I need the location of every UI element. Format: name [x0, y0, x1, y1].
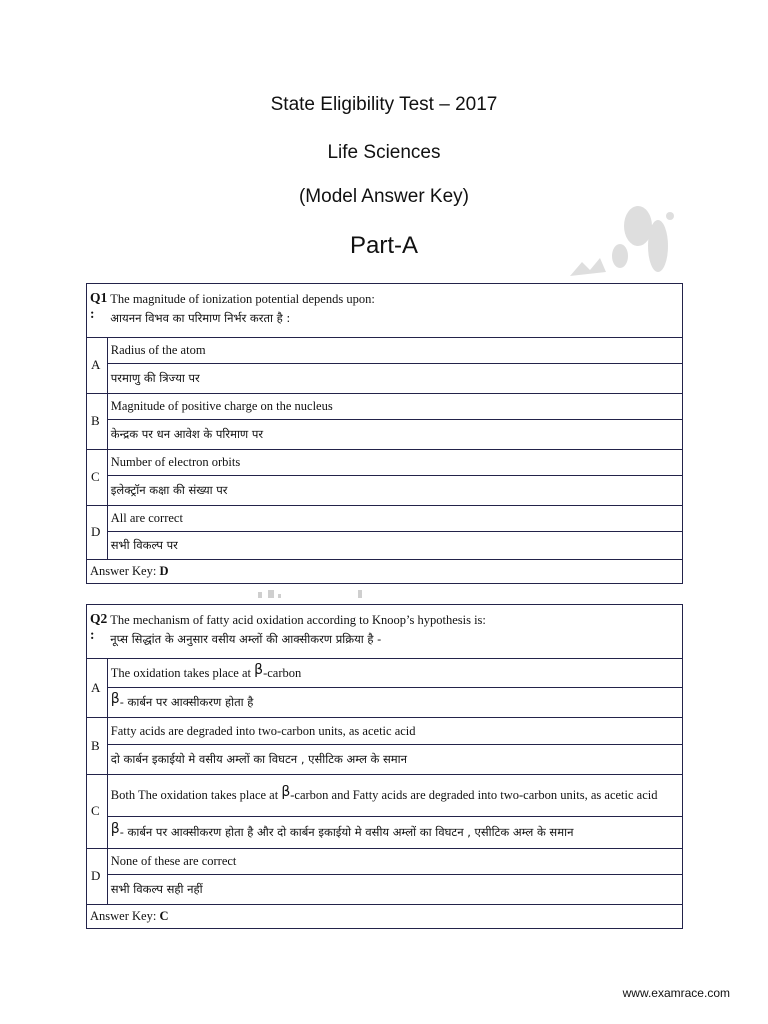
beta-symbol: β	[254, 661, 264, 678]
option-d-en: None of these are correct	[107, 849, 682, 875]
option-letter: D	[87, 506, 108, 560]
option-d-hi: सभी विकल्प पर	[107, 532, 682, 560]
option-letter: D	[87, 849, 108, 905]
question-text	[107, 605, 682, 659]
option-b-hi: केन्द्रक पर धन आवेश के परिमाण पर	[107, 420, 682, 450]
option-c-hi: β- कार्बन पर आक्सीकरण होता है और दो कार्बन इकाईयो मे वसीय अम्लों का विघटन , एसीटिक अम्ल के समान	[107, 817, 682, 849]
beta-symbol: β	[281, 784, 291, 801]
question-text-hi: नूप्स सिद्धांत के अनुसार वसीय अम्लों की आक्सीकरण प्रक्रिया है -	[110, 632, 382, 647]
option-letter: C	[87, 775, 108, 849]
question-text-en: The magnitude of ionization potential depends upon:	[110, 292, 375, 306]
option-c-en: Number of electron orbits	[107, 450, 682, 476]
question-text-hi: आयनन विभव का परिमाण निर्भर करता है :	[110, 311, 291, 326]
watermark-graphic	[560, 196, 690, 296]
option-letter: C	[87, 450, 108, 506]
question-2-table	[86, 604, 683, 929]
watermark-fragment	[248, 586, 388, 602]
option-c-hi: इलेक्ट्रॉन कक्षा की संख्या पर	[107, 476, 682, 506]
option-d-en: All are correct	[107, 506, 682, 532]
option-b-hi: दो कार्बन इकाईयो मे वसीय अम्लों का विघटन , एसीटिक अम्ल के समान	[107, 745, 682, 775]
option-a-en: Radius of the atom	[107, 338, 682, 364]
question-text-en: The mechanism of fatty acid oxidation according to Knoop’s hypothesis is:	[110, 613, 486, 627]
answer-value: D	[159, 564, 169, 579]
option-c-en: Both The oxidation takes place at β-carbon and Fatty acids are degraded into two-carbon units, as acetic acid	[107, 775, 682, 817]
option-letter: A	[87, 659, 108, 718]
footer-website: www.examrace.com	[622, 986, 730, 1000]
beta-symbol: β	[110, 821, 120, 838]
answer-key-subtitle: (Model Answer Key)	[298, 186, 469, 207]
option-a-hi: β- कार्बन पर आक्सीकरण होता है	[107, 688, 682, 718]
option-b-en: Magnitude of positive charge on the nucleus	[107, 394, 682, 420]
option-b-en: Fatty acids are degraded into two-carbon units, as acetic acid	[107, 718, 682, 745]
answer-key: Answer Key: C	[87, 905, 683, 929]
subject-title: Life Sciences	[327, 142, 441, 163]
option-d-hi: सभी विकल्प सही नहीं	[107, 875, 682, 905]
question-number: Q2 :	[87, 605, 108, 659]
option-letter: B	[87, 394, 108, 450]
beta-symbol: β	[110, 691, 120, 708]
question-number: Q1 :	[87, 284, 108, 338]
document-title: State Eligibility Test – 2017	[270, 94, 498, 115]
option-letter: A	[87, 338, 108, 394]
question-1-table	[86, 283, 683, 584]
question-text	[107, 284, 682, 338]
answer-value: C	[159, 909, 169, 924]
option-letter: B	[87, 718, 108, 775]
part-heading: Part-A	[349, 232, 418, 259]
answer-key: Answer Key: D	[87, 560, 683, 584]
option-a-hi: परमाणु की त्रिज्या पर	[107, 364, 682, 394]
option-a-en: The oxidation takes place at β-carbon	[107, 659, 682, 688]
